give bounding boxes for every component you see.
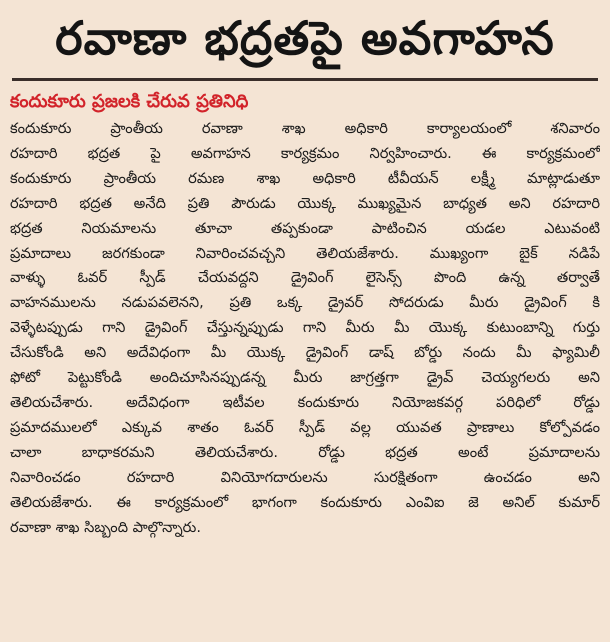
article-body-line: వాళ్ళు ఓవర్ స్పీడ్ చేయవద్దని డ్రైవింగ్ లైసెన్స్ పొంది ఉన్న తర్వాతే [10, 269, 600, 287]
article-body-line: ప్రమాదములలో ఎక్కువ శాతం ఓవర్ స్పీడ్ వల్ల యువత ప్రాణాలు కోల్పోవడం [10, 418, 600, 436]
article-body-line: రహదారి భద్రత పై అవగాహన కార్యక్రమం నిర్వహించారు. ఈ కార్యక్రమంలో [10, 144, 600, 162]
headline-divider [12, 78, 598, 81]
headline: రవాణా భద్రతపై అవగాహన [55, 11, 555, 65]
article-body-line: భద్రత నియమాలను తూచా తప్పకుండా పాటించిన యడల ఎటువంటి [10, 219, 600, 237]
article-body-line: చాలా బాధాకరమని తెలియచేశారు. రోడ్డు భద్రత అంటే ప్రమాదాలను [10, 443, 600, 461]
article-body-line: రహదారి భద్రత అనేది ప్రతి పౌరుడు యొక్క ముఖ్యమైన బాధ్యత అని రహదారి [10, 194, 600, 212]
article-body-line: చేసుకోండి అని అదేవిధంగా మీ యొక్క డ్రైవింగ్ డాష్ బోర్డు నందు మీ ఫ్యామిలీ [10, 344, 600, 362]
article-body-line: వాహనములను నడుపవలెనని, ప్రతి ఒక్క డ్రైవర్ సోదరుడు మీరు డ్రైవింగ్ కి [10, 294, 600, 312]
article-body [10, 117, 600, 540]
article-body-line: తెలియచేశారు. అదేవిధంగా ఇటీవల కందుకూరు నియోజకవర్గ పరిధిలో రోడ్డు [10, 393, 600, 411]
article-body-line: తెలియజేశారు. ఈ కార్యక్రమంలో భాగంగా కందుకూరు ఎంవిఐ జె అనిల్ కుమార్ [10, 493, 600, 511]
article-body-line: వెళ్ళేటప్పుడు గాని డ్రైవింగ్ చేస్తున్నప్పుడు గాని మీరు మీ యొక్క కుటుంబాన్ని గుర్తు [10, 319, 600, 337]
article-body-line: నివారించడం రహదారి వినియోగదారులను సురక్షితంగా ఉంచడం అని [10, 468, 600, 486]
article-body-line: రవాణా శాఖ సిబ్బంది పాల్గొన్నారు. [10, 518, 201, 536]
article-body-line: ఫోటో పెట్టుకోండి అందిచూసినప్పుడన్న మీరు జాగ్రత్తగా డ్రైవ్ చెయ్యగలరు అని [10, 369, 600, 387]
article-body-line: ప్రమాదాలు జరగకుండా నివారించవచ్చని తెలియజేశారు. ముఖ్యంగా బైక్ నడిపే [10, 244, 600, 262]
dateline: కందుకూరు ప్రజలకి చేరువ ప్రతినిధి [10, 91, 249, 112]
article-body-line: కందుకూరు ప్రాంతీయ రమణ శాఖ అధికారి టీవీయన్ లక్ష్మీ మాట్లాడుతూ [10, 169, 600, 187]
article-body-line: కందుకూరు ప్రాంతీయ రవాణా శాఖ అధికారి కార్యాలయంలో శనివారం [10, 120, 600, 137]
